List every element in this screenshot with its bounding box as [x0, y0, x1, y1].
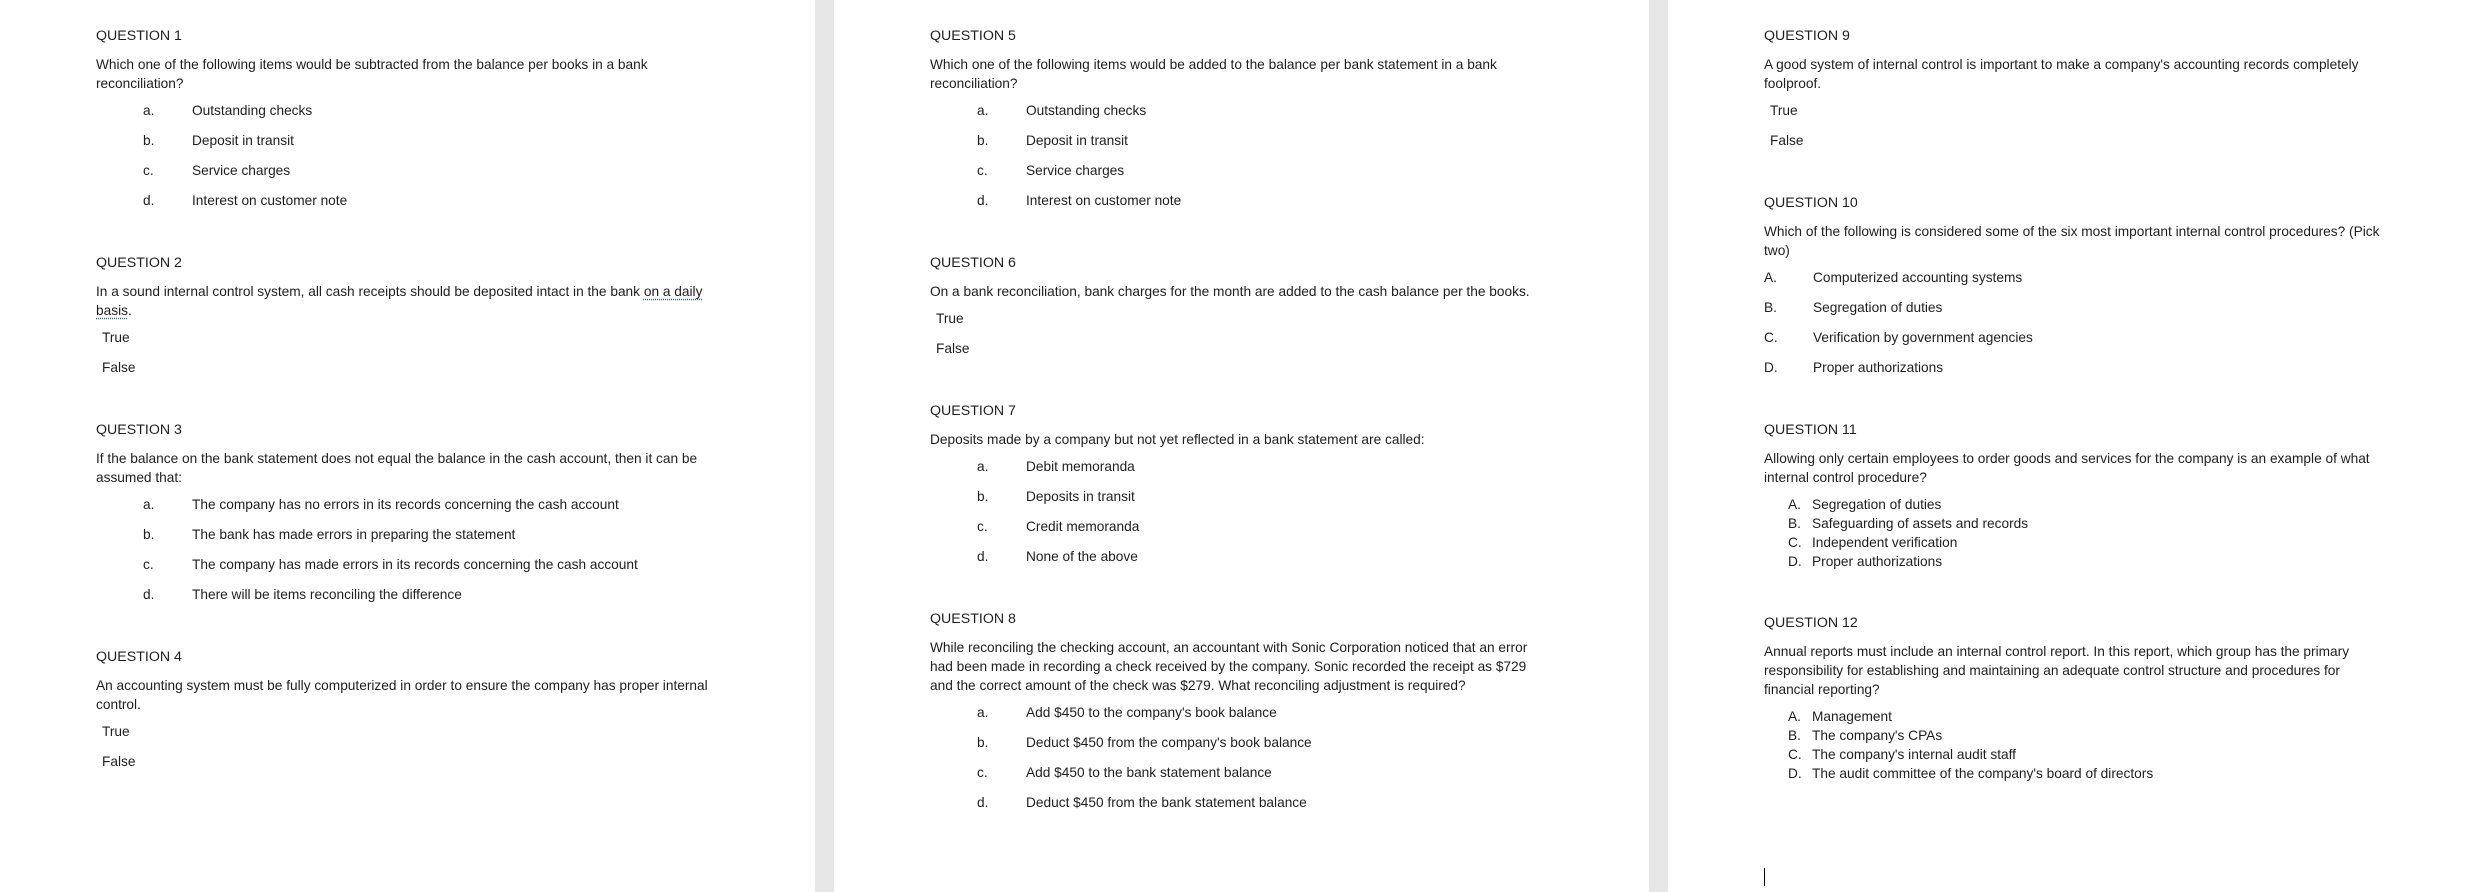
- option-d: [930, 793, 1649, 813]
- option-c: [1764, 328, 2483, 348]
- option-letter: d.: [977, 549, 989, 564]
- question-text: Allowing only certain employees to order goods and services for the company is an example of what internal control procedure?: [1764, 451, 2370, 485]
- option-text: Add $450 to the bank statement balance: [1026, 765, 1272, 780]
- question-9: [1764, 26, 2483, 151]
- question-title: QUESTION 2: [96, 255, 182, 271]
- question-title: QUESTION 10: [1764, 195, 1858, 211]
- option-text: Segregation of duties: [1812, 497, 1942, 512]
- question-text: Which of the following is considered some of the six most important internal control procedures? (Pick two): [1764, 224, 2380, 258]
- option-text: Independent verification: [1812, 535, 1958, 550]
- option-a: [96, 101, 815, 121]
- option-letter: C.: [1788, 535, 1802, 550]
- question-8: [930, 609, 1649, 813]
- option-b: [930, 733, 1649, 753]
- option-text: Interest on customer note: [1026, 193, 1182, 208]
- option-letter: a.: [977, 459, 989, 474]
- question-title: QUESTION 7: [930, 403, 1016, 419]
- option-letter: d.: [143, 193, 155, 208]
- option-a: [930, 703, 1649, 723]
- option-a: [1764, 268, 2483, 288]
- option-c: [930, 161, 1649, 181]
- option-letter: B.: [1788, 516, 1801, 531]
- option-text: False: [102, 360, 136, 375]
- option-a: [930, 457, 1649, 477]
- option-b: [1764, 726, 2483, 745]
- question-title: QUESTION 9: [1764, 28, 1850, 44]
- option-text: Deduct $450 from the bank statement balance: [1026, 795, 1307, 810]
- option-d: [96, 191, 815, 211]
- answer-options: [930, 457, 1649, 567]
- grammar-flagged-text[interactable]: on a daily basis: [96, 284, 703, 318]
- option-d: [96, 585, 815, 605]
- answer-options: [96, 722, 815, 772]
- option-text: Credit memoranda: [1026, 519, 1140, 534]
- question-text-main: In a sound internal control system, all cash receipts should be deposited intact in the bank: [96, 284, 644, 299]
- option-text: Interest on customer note: [192, 193, 348, 208]
- question-text: A good system of internal control is important to make a company's accounting records completely foolproof.: [1764, 57, 2359, 91]
- question-text: Annual reports must include an internal control report. In this report, which group has the primary responsibility for establishing and maintaining an adequate control structure and procedures for financial reporting?: [1764, 644, 2350, 697]
- option-letter: A.: [1788, 497, 1801, 512]
- option-letter: c.: [143, 163, 154, 178]
- option-b: [1764, 298, 2483, 318]
- option-text: Deposits in transit: [1026, 489, 1135, 504]
- answer-options: [930, 309, 1649, 359]
- option-true: [96, 722, 815, 742]
- option-text: The company's CPAs: [1812, 728, 1943, 743]
- document-page-3[interactable]: [1668, 0, 2483, 892]
- option-text: Safeguarding of assets and records: [1812, 516, 2029, 531]
- option-letter: D.: [1788, 554, 1802, 569]
- option-c: [1764, 533, 2483, 552]
- option-c: [96, 161, 815, 181]
- option-text: Deposit in transit: [1026, 133, 1128, 148]
- option-text: Service charges: [192, 163, 291, 178]
- option-true: [1764, 101, 2483, 121]
- option-true: [930, 309, 1649, 329]
- question-2: [96, 253, 815, 378]
- document-page-2[interactable]: [834, 0, 1649, 892]
- option-letter: a.: [143, 103, 155, 118]
- option-letter: d.: [143, 587, 155, 602]
- option-d: [930, 191, 1649, 211]
- answer-options: [1764, 268, 2483, 378]
- option-text: There will be items reconciling the difference: [192, 587, 462, 602]
- text-cursor: [1764, 868, 1765, 886]
- answer-options: [96, 101, 815, 211]
- option-letter: c.: [977, 765, 988, 780]
- option-a: [96, 495, 815, 515]
- question-title: QUESTION 6: [930, 255, 1016, 271]
- option-c: [930, 763, 1649, 783]
- question-title: QUESTION 1: [96, 28, 182, 44]
- option-letter: b.: [977, 735, 989, 750]
- option-letter: a.: [143, 497, 155, 512]
- option-letter: D.: [1788, 766, 1802, 781]
- option-text: Service charges: [1026, 163, 1125, 178]
- option-d: [1764, 358, 2483, 378]
- option-letter: b.: [977, 133, 989, 148]
- option-letter: a.: [977, 103, 989, 118]
- answer-options: [1764, 101, 2483, 151]
- option-letter: b.: [143, 133, 155, 148]
- option-a: [930, 101, 1649, 121]
- document-page-1[interactable]: [0, 0, 815, 892]
- answer-options: [930, 101, 1649, 211]
- option-text: Segregation of duties: [1813, 300, 1943, 315]
- option-text: True: [936, 311, 964, 326]
- option-text: True: [102, 330, 130, 345]
- option-false: [96, 358, 815, 378]
- option-letter: B.: [1764, 300, 1777, 315]
- option-text: Verification by government agencies: [1813, 330, 2033, 345]
- option-letter: C.: [1788, 747, 1802, 762]
- option-text: False: [102, 754, 136, 769]
- option-letter: c.: [977, 519, 988, 534]
- option-false: [1764, 131, 2483, 151]
- option-text: The audit committee of the company's board of directors: [1812, 766, 2154, 781]
- question-text: Which one of the following items would be added to the balance per bank statement in a bank reconciliation?: [930, 57, 1497, 91]
- option-b: [96, 131, 815, 151]
- option-b: [930, 487, 1649, 507]
- option-text: Outstanding checks: [1026, 103, 1147, 118]
- option-letter: d.: [977, 193, 989, 208]
- option-letter: d.: [977, 795, 989, 810]
- option-a: [1764, 495, 2483, 514]
- option-letter: a.: [977, 705, 989, 720]
- option-b: [1764, 514, 2483, 533]
- question-text: Which one of the following items would be subtracted from the balance per books in a bank reconciliation?: [96, 57, 648, 91]
- question-text: If the balance on the bank statement does not equal the balance in the cash account, then it can be assumed that:: [96, 451, 698, 485]
- question-title: QUESTION 3: [96, 422, 182, 438]
- option-c: [1764, 745, 2483, 764]
- option-letter: A.: [1788, 709, 1801, 724]
- question-7: [930, 401, 1649, 567]
- option-text: Proper authorizations: [1812, 554, 1943, 569]
- question-title: QUESTION 12: [1764, 615, 1858, 631]
- question-title: QUESTION 5: [930, 28, 1016, 44]
- option-text: True: [102, 724, 130, 739]
- question-text-end: .: [127, 303, 132, 318]
- question-4: [96, 647, 815, 772]
- option-text: The company has made errors in its records concerning the cash account: [192, 557, 638, 572]
- option-text: Deposit in transit: [192, 133, 294, 148]
- option-letter: b.: [143, 527, 155, 542]
- question-text: Deposits made by a company but not yet reflected in a bank statement are called:: [930, 432, 1425, 447]
- option-text: Proper authorizations: [1813, 360, 1944, 375]
- option-letter: c.: [977, 163, 988, 178]
- option-text: True: [1770, 103, 1798, 118]
- option-letter: C.: [1764, 330, 1778, 345]
- question-1: [96, 26, 815, 211]
- option-d: [930, 547, 1649, 567]
- question-3: [96, 420, 815, 605]
- option-text: The bank has made errors in preparing the statement: [192, 527, 516, 542]
- option-text: Add $450 to the company's book balance: [1026, 705, 1277, 720]
- option-letter: b.: [977, 489, 989, 504]
- option-c: [96, 555, 815, 575]
- answer-options: [930, 703, 1649, 813]
- option-a: [1764, 707, 2483, 726]
- answer-options: [1764, 495, 2483, 571]
- question-text: An accounting system must be fully computerized in order to ensure the company has proper internal control.: [96, 678, 708, 712]
- answer-options: [1764, 707, 2483, 783]
- option-letter: A.: [1764, 270, 1777, 285]
- question-title: QUESTION 11: [1764, 422, 1857, 438]
- question-6: [930, 253, 1649, 359]
- option-text: Outstanding checks: [192, 103, 313, 118]
- option-b: [930, 131, 1649, 151]
- option-letter: B.: [1788, 728, 1801, 743]
- option-false: [96, 752, 815, 772]
- question-5: [930, 26, 1649, 211]
- question-12: [1764, 613, 2483, 783]
- question-title: QUESTION 8: [930, 611, 1016, 627]
- answer-options: [96, 328, 815, 378]
- question-10: [1764, 193, 2483, 378]
- question-text: While reconciling the checking account, an accountant with Sonic Corporation noticed that an error had been made in recording a check received by the company. Sonic recorded the receipt as $729 and the correct amount of the check was $279. What reconciling adjustment is required?: [930, 640, 1528, 693]
- option-text: False: [936, 341, 970, 356]
- option-text: False: [1770, 133, 1804, 148]
- option-text: None of the above: [1026, 549, 1138, 564]
- question-text: [96, 282, 716, 320]
- option-letter: D.: [1764, 360, 1778, 375]
- option-text: The company has no errors in its records concerning the cash account: [192, 497, 619, 512]
- option-true: [96, 328, 815, 348]
- option-letter: c.: [143, 557, 154, 572]
- option-text: Computerized accounting systems: [1813, 270, 2023, 285]
- option-text: Management: [1812, 709, 1892, 724]
- option-text: The company's internal audit staff: [1812, 747, 2016, 762]
- option-d: [1764, 764, 2483, 783]
- option-text: Debit memoranda: [1026, 459, 1135, 474]
- question-title: QUESTION 4: [96, 649, 182, 665]
- option-c: [930, 517, 1649, 537]
- question-text: On a bank reconciliation, bank charges for the month are added to the cash balance per the books.: [930, 284, 1530, 299]
- question-11: [1764, 420, 2483, 571]
- option-d: [1764, 552, 2483, 571]
- option-b: [96, 525, 815, 545]
- option-text: Deduct $450 from the company's book balance: [1026, 735, 1312, 750]
- answer-options: [96, 495, 815, 605]
- option-false: [930, 339, 1649, 359]
